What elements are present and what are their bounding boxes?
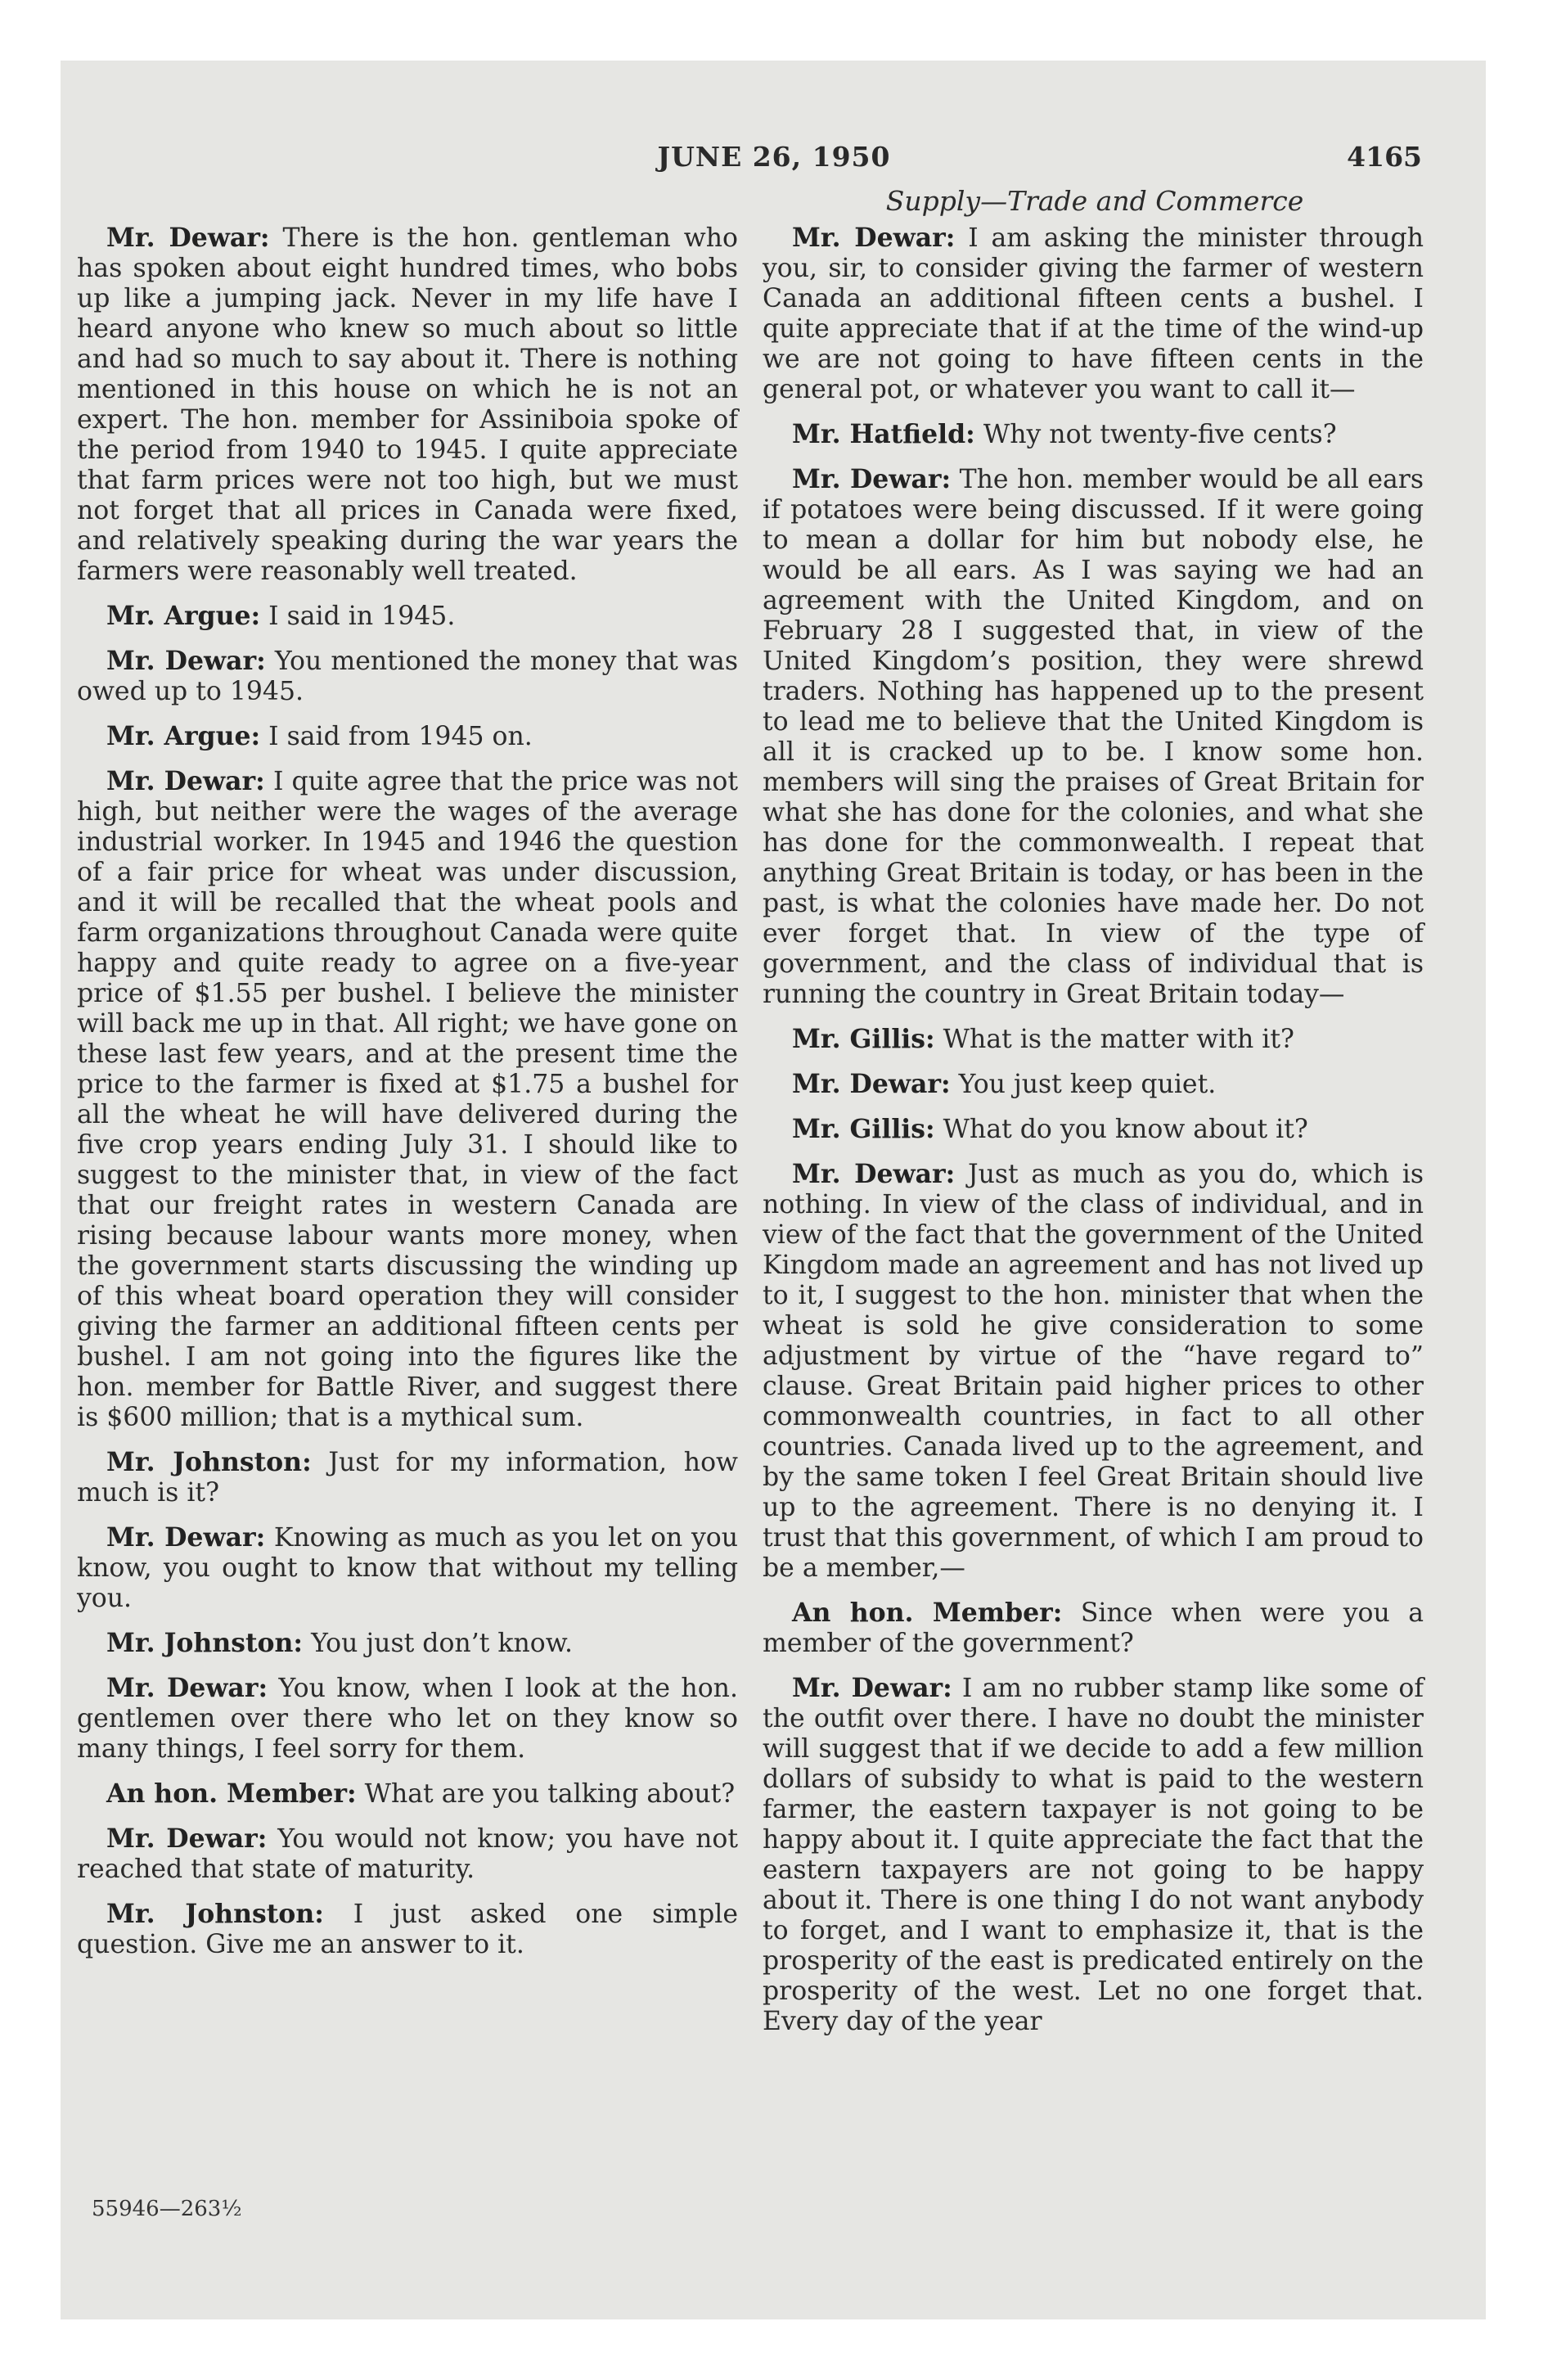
speech-paragraph [77, 1778, 738, 1810]
speech-text: Why not twenty-five cents? [983, 420, 1337, 449]
page-header [0, 141, 1548, 182]
speech-text: There is the hon. gentleman who has spoken about eight hundred times, who bobs up like a jumping jack. Never in my life have I heard anyone who knew so much about so little and had so much to say about it. There is nothing mentioned in this house on which he is not an expert. The hon. member for Assiniboia spoke of the period from 1940 to 1945. I quite appreciate that farm prices were not too high, but we must not forget that all prices in Canada were fixed, and relatively speaking during the war years the farmers were reasonably well treated. [77, 223, 739, 586]
speaker-name: Mr. Gillis: [792, 1114, 935, 1144]
speech-text: Since when were you a member of the government? [763, 1598, 1424, 1658]
speaker-name: Mr. Dewar: [792, 1673, 952, 1703]
speech-text: Just for my information, how much is it? [77, 1448, 739, 1508]
speech-text: You just keep quiet. [958, 1070, 1217, 1099]
speaker-name: Mr. Dewar: [106, 766, 265, 796]
speech-paragraph [763, 1114, 1424, 1145]
speaker-name: Mr. Johnston: [106, 1447, 312, 1477]
speech-text: What do you know about it? [943, 1115, 1308, 1144]
speech-paragraph [77, 1673, 738, 1765]
speech-text: I am no rubber stamp like some of the outfit over there. I have no doubt the minister will suggest that if we decide to add a few million dollars of subsidy to what is paid to the western farmer, the eastern taxpayer is not going to be happy about it. I quite appreciate the fact that the eastern taxpayers are not going to be happy about it. There is one thing I do not want anybody to forget, and I want to emphasize it, that is the prosperity of the east is predicated entirely on the prosperity of the west. Let no one forget that. Every day of the year [763, 1674, 1424, 2036]
speech-text: The hon. member would be all ears if potatoes were being discussed. If it were going to mean a dollar for him but nobody else, he would be all ears. As I was saying we had an agreement with the United Kingdom, and on February 28 I suggested that, in view of the United Kingdom’s position, they were shrewd traders. Nothing has happened up to the present to lead me to believe that the United Kingdom is all it is cracked up to be. I know some hon. members will sing the praises of Great Britain for what she has done for the colonies, and what she has done for the commonwealth. I repeat that anything Great Britain is today, or has been in the past, is what the colonies have made her. Do not ever forget that. In view of the type of government, and the class of individual that is running the country in Great Britain today— [763, 465, 1424, 1009]
speech-paragraph [763, 223, 1424, 405]
speech-paragraph [763, 1598, 1424, 1659]
speaker-name: Mr. Dewar: [106, 223, 270, 253]
speech-paragraph [77, 601, 738, 632]
speech-paragraph [77, 1899, 738, 1960]
footer-code: 55946—263½ [92, 2197, 242, 2221]
speech-paragraph [77, 1522, 738, 1614]
speaker-name: Mr. Hatfield: [792, 419, 975, 449]
speech-paragraph [763, 1069, 1424, 1100]
speech-paragraph [763, 419, 1424, 450]
speech-paragraph [763, 1673, 1424, 2037]
speaker-name: Mr. Dewar: [106, 1673, 268, 1703]
speech-text: What are you talking about? [364, 1779, 736, 1809]
speech-paragraph [77, 1628, 738, 1659]
speech-paragraph [77, 766, 738, 1433]
speaker-name: Mr. Dewar: [106, 1823, 268, 1854]
speech-paragraph [763, 464, 1424, 1010]
speaker-name: An hon. Member: [106, 1778, 357, 1809]
speaker-name: An hon. Member: [792, 1598, 1063, 1628]
speaker-name: Mr. Argue: [106, 721, 261, 751]
speech-paragraph [77, 1447, 738, 1508]
speech-paragraph [77, 721, 738, 752]
speaker-name: Mr. Dewar: [106, 646, 266, 676]
speech-text: You mentioned the money that was owed up to 1945. [77, 647, 739, 706]
speaker-name: Mr. Dewar: [792, 223, 956, 253]
speaker-name: Mr. Dewar: [792, 464, 952, 494]
speech-text: You know, when I look at the hon. gentlemen over there who let on they know so many things, I feel sorry for them. [77, 1674, 738, 1764]
page-number: 4165 [1347, 141, 1422, 173]
speaker-name: Mr. Johnston: [106, 1628, 304, 1658]
speech-text: What is the matter with it? [943, 1025, 1294, 1054]
speaker-name: Mr. Dewar: [106, 1522, 266, 1553]
right-column [763, 223, 1424, 2051]
speech-text: I quite agree that the price was not high, but neither were the wages of the average industrial worker. In 1945 and 1946 the question of a fair price for wheat was under discussion, and it will be recalled that the wheat pools and farm organizations throughout Canada were quite happy and quite ready to agree on a five-year price of $1.55 per bushel. I believe the minister will back me up in that. All right; we have gone on these last few years, and at the present time the price to the farmer is fixed at $1.75 a bushel for all the wheat he will have delivered during the five crop years ending July 31. I should like to suggest to the minister that, in view of the fact that our freight rates in western Canada are rising because labour wants more money, when the government starts discussing the winding up of this wheat board operation they will consider giving the farmer an additional fifteen cents per bushel. I am not going into the figures like the hon. member for Battle River, and suggest there is $600 million; that is a mythical sum. [77, 767, 738, 1432]
speech-text: Just as much as you do, which is nothing. In view of the class of individual, and in view of the fact that the government of the United Kingdom made an agreement and has not lived up to it, I suggest to the hon. minister that when the wheat is sold he give consideration to some adjustment by virtue of the “have regard to” clause. Great Britain paid higher prices to other commonwealth countries, in fact to all other countries. Canada lived up to the agreement, and by the same token I feel Great Britain should live up to the agreement. There is no denying it. I trust that this government, of which I am proud to be a member,— [763, 1160, 1424, 1583]
speaker-name: Mr. Argue: [106, 601, 261, 631]
speech-paragraph [77, 223, 738, 587]
speech-paragraph [763, 1159, 1424, 1584]
page-date: JUNE 26, 1950 [657, 141, 891, 173]
left-column [77, 223, 738, 1974]
speech-text: You would not know; you have not reached that state of maturity. [77, 1824, 738, 1884]
speech-text: I said in 1945. [268, 602, 456, 631]
speech-text: I said from 1945 on. [268, 722, 533, 751]
speech-text: Knowing as much as you let on you know, you ought to know that without my telling you. [77, 1523, 738, 1613]
speech-paragraph [763, 1024, 1424, 1055]
speech-text: I just asked one simple question. Give me an answer to it. [77, 1900, 738, 1959]
speech-text: I am asking the minister through you, sir, to consider giving the farmer of western Canada an additional fifteen cents a bushel. I quite appreciate that if at the time of the wind-up we are not going to have fifteen cents in the general pot, or whatever you want to call it— [763, 223, 1424, 404]
speaker-name: Mr. Gillis: [792, 1024, 935, 1054]
speaker-name: Mr. Johnston: [106, 1899, 324, 1929]
speaker-name: Mr. Dewar: [792, 1069, 951, 1099]
section-title: Supply—Trade and Commerce [885, 185, 1304, 217]
speech-text: You just don’t know. [311, 1629, 573, 1658]
speaker-name: Mr. Dewar: [792, 1159, 956, 1189]
speech-paragraph [77, 1823, 738, 1885]
speech-paragraph [77, 646, 738, 707]
